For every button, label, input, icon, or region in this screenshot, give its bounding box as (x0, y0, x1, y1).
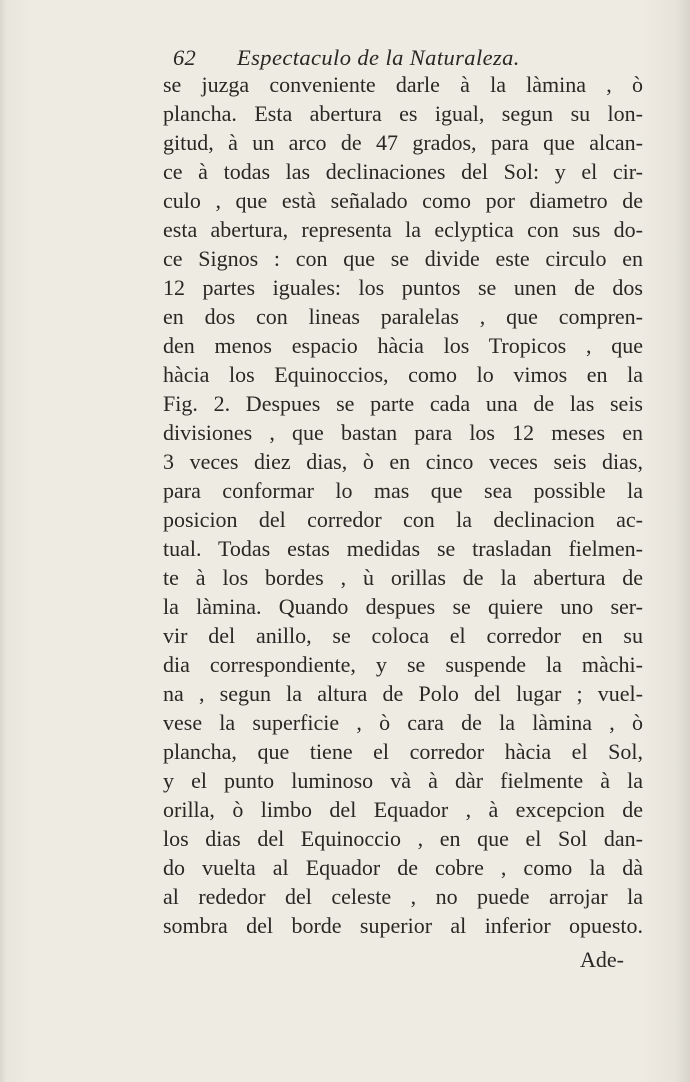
text-line: y el punto luminoso và à dàr fielmente à la (163, 768, 643, 793)
text-line: orilla, ò limbo del Equador , à excepcion de (163, 797, 643, 822)
text-line: vese la superficie , ò cara de la làmina , ò (163, 710, 643, 735)
text-line: hàcia los Equinoccios, como lo vimos en la (163, 362, 643, 387)
text-line: posicion del corredor con la declinacion ac- (163, 507, 643, 532)
text-line: sombra del borde superior al inferior opuesto. (163, 913, 643, 938)
text-line: al rededor del celeste , no puede arrojar la (163, 884, 643, 909)
text-line: divisiones , que bastan para los 12 meses en (163, 420, 643, 445)
text-line: den menos espacio hàcia los Tropicos , que (163, 333, 643, 358)
body-text (163, 70, 643, 940)
text-line: tual. Todas estas medidas se trasladan fielmen- (163, 536, 643, 561)
text-line: vir del anillo, se coloca el corredor en su (163, 623, 643, 648)
text-line: ce Signos : con que se divide este circulo en (163, 246, 643, 271)
text-line: ce à todas las declinaciones del Sol: y el cir- (163, 159, 643, 184)
text-line: en dos con lineas paralelas , que compren- (163, 304, 643, 329)
catchword: Ade- (580, 947, 624, 972)
text-line: te à los bordes , ù orillas de la abertura de (163, 565, 643, 590)
text-line: se juzga conveniente darle à la làmina , ò (163, 72, 643, 97)
text-line: 3 veces diez dias, ò en cinco veces seis dias, (163, 449, 643, 474)
text-line: gitud, à un arco de 47 grados, para que alcan- (163, 130, 643, 155)
text-line: 12 partes iguales: los puntos se unen de dos (163, 275, 643, 300)
page-number: 62 (173, 45, 196, 70)
text-line: esta abertura, representa la eclyptica con sus do- (163, 217, 643, 242)
text-line: dia correspondiente, y se suspende la màchi- (163, 652, 643, 677)
running-title: Espectaculo de la Naturaleza. (237, 45, 520, 70)
text-line: do vuelta al Equador de cobre , como la dà (163, 855, 643, 880)
text-line: plancha, que tiene el corredor hàcia el Sol, (163, 739, 643, 764)
page-content (163, 40, 643, 940)
text-line: la làmina. Quando despues se quiere uno ser- (163, 594, 643, 619)
text-line: plancha. Esta abertura es igual, segun su lon- (163, 101, 643, 126)
text-line: culo , que està señalado como por diametro de (163, 188, 643, 213)
text-line: na , segun la altura de Polo del lugar ; vuel- (163, 681, 643, 706)
text-line: para conformar lo mas que sea possible la (163, 478, 643, 503)
text-line: los dias del Equinoccio , en que el Sol dan- (163, 826, 643, 851)
text-line: Fig. 2. Despues se parte cada una de las seis (163, 391, 643, 416)
